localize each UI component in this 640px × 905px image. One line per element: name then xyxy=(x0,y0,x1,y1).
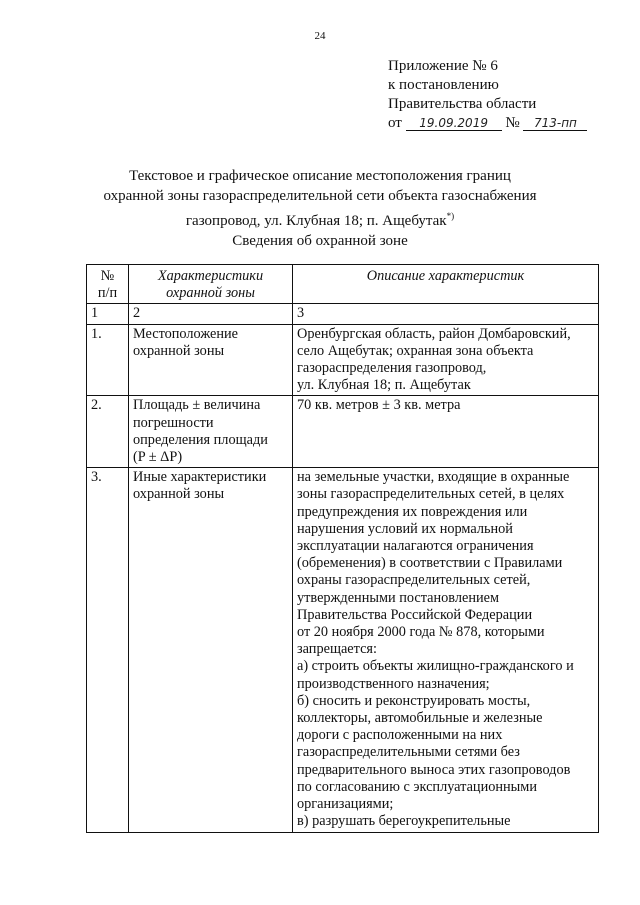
description-line: (обременения) в соответствии с Правилами xyxy=(297,555,563,572)
appendix-block xyxy=(388,57,587,133)
description-line: нарушения условий их нормальной xyxy=(297,520,513,537)
row-characteristic xyxy=(129,396,293,468)
table-body xyxy=(87,324,599,832)
header-characteristics-line-1: Характеристики xyxy=(157,268,264,284)
appendix-authority: Правительства области xyxy=(388,96,537,112)
page-number: 24 xyxy=(314,30,326,42)
row-number: 1. xyxy=(87,324,129,396)
title-line-3 xyxy=(100,206,540,231)
handwritten-number: 713-пп xyxy=(523,116,587,131)
footnote-mark: *) xyxy=(446,211,455,221)
description-line: эксплуатации налагаются ограничения xyxy=(297,538,534,555)
index-cell-1: 1 xyxy=(87,304,129,324)
table-row xyxy=(87,396,599,468)
description-line: запрещается: xyxy=(297,641,377,658)
description-line: Правительства Российской Федерации xyxy=(297,606,533,623)
description-line: ул. Клубная 18; п. Ащебутак xyxy=(297,377,471,394)
description-line: предварительного выноса этих газопроводов xyxy=(297,761,571,778)
characteristic-line: Площадь ± величина xyxy=(133,397,261,414)
table-header-row xyxy=(87,265,599,304)
index-cell-2: 2 xyxy=(129,304,293,324)
description-line: на земельные участки, входящие в охранные xyxy=(297,469,570,486)
table-row xyxy=(87,324,599,396)
row-characteristic xyxy=(129,468,293,832)
description-line: б) сносить и реконструировать мосты, xyxy=(297,692,531,709)
header-characteristics-line-2: охранной зоны xyxy=(166,285,255,302)
description-line: дороги с расположенными на них xyxy=(297,727,503,744)
characteristic-line: погрешности xyxy=(133,414,214,431)
characteristic-line: охранной зоны xyxy=(133,486,225,503)
appendix-title: Приложение № 6 xyxy=(388,58,498,74)
header-number xyxy=(87,265,129,304)
from-label: от xyxy=(388,115,402,131)
row-number: 3. xyxy=(87,468,129,832)
title-line-3-text: газопровод, ул. Клубная 18; п. Ащебутак xyxy=(185,213,447,229)
header-number-line-2: п/п xyxy=(97,285,118,302)
header-characteristics xyxy=(129,265,293,304)
description-line: от 20 ноября 2000 года № 878, которыми xyxy=(297,624,545,641)
protection-zone-table xyxy=(86,264,599,833)
description-line: по согласованию с эксплуатационными xyxy=(297,778,537,795)
header-description: Описание характеристик xyxy=(293,265,599,304)
description-line: Оренбургская область, район Домбаровский, xyxy=(297,325,571,342)
appendix-subtitle: к постановлению xyxy=(388,77,499,93)
description-line: утвержденными постановлением xyxy=(297,589,500,606)
description-line: газораспределения газопровод, xyxy=(297,360,487,377)
description-line: производственного назначения; xyxy=(297,675,490,692)
characteristic-line: Местоположение xyxy=(133,325,238,342)
title-line-2: охранной зоны газораспределительной сети объекта газоснабжения xyxy=(103,188,537,204)
description-line: организациями; xyxy=(297,796,394,813)
description-line: в) разрушать берегоукрепительные xyxy=(297,813,511,830)
section-title: Сведения об охранной зоне xyxy=(232,233,408,249)
description-line: а) строить объекты жилищно-гражданского и xyxy=(297,658,574,675)
row-characteristic xyxy=(129,324,293,396)
title-line-1: Текстовое и графическое описание местоположения границ xyxy=(129,168,511,184)
description-line: село Ащебутак; охранная зона объекта xyxy=(297,342,534,359)
appendix-date-line xyxy=(388,114,587,133)
description-line: газораспределительными сетями без xyxy=(297,744,520,761)
number-label: № xyxy=(505,115,520,131)
row-description xyxy=(293,396,599,468)
table-index-row xyxy=(87,304,599,324)
characteristic-line: охранной зоны xyxy=(133,342,225,359)
handwritten-date: 19.09.2019 xyxy=(406,116,502,131)
table-row xyxy=(87,468,599,832)
characteristic-line: определения площади xyxy=(133,431,268,448)
row-description xyxy=(293,324,599,396)
description-line: коллекторы, автомобильные и железные xyxy=(297,710,543,727)
header-number-line-1: № xyxy=(100,268,115,284)
description-line: предупреждения их повреждения или xyxy=(297,503,528,520)
document-title xyxy=(100,166,540,231)
characteristic-line: (P ± ΔP) xyxy=(133,449,183,466)
row-number: 2. xyxy=(87,396,129,468)
description-line: 70 кв. метров ± 3 кв. метра xyxy=(297,397,461,414)
characteristic-line: Иные характеристики xyxy=(133,469,267,486)
index-cell-3: 3 xyxy=(293,304,599,324)
row-description xyxy=(293,468,599,832)
description-line: зоны газораспределительных сетей, в целях xyxy=(297,486,565,503)
description-line: охраны газораспределительных сетей, xyxy=(297,572,531,589)
